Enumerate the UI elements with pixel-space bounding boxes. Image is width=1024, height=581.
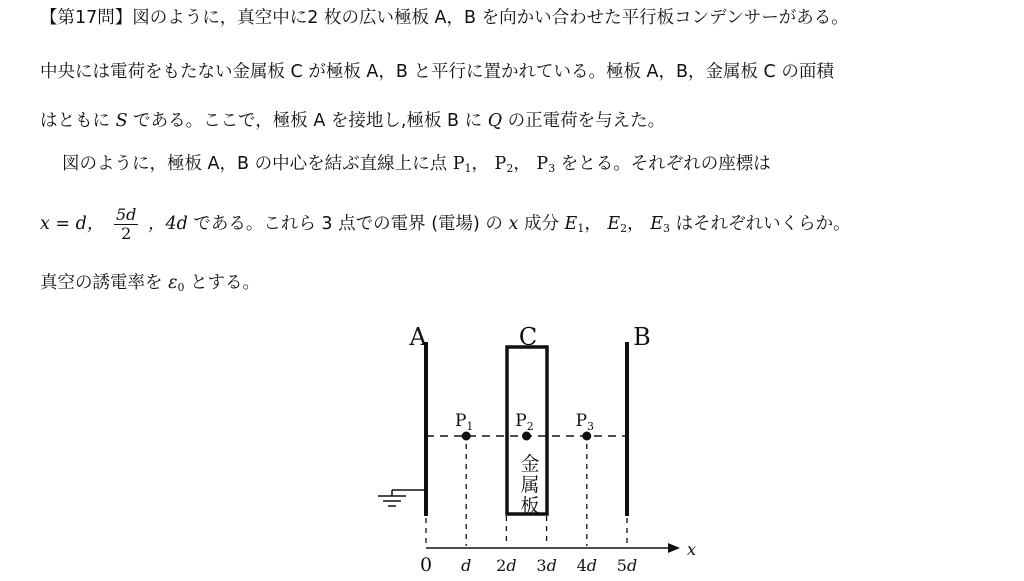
problem-text: 【第17問】図のように，真空中に2 枚の広い極板 A，B を向かい合わせた平行板コンデンサーがある。 — [40, 8, 849, 28]
tick-label-d: d — [461, 556, 472, 575]
problem-text: をとる。それぞれの座標は — [560, 154, 771, 174]
point-P1: $P_1$ — [452, 154, 472, 175]
var-x: x — [508, 214, 519, 234]
coord-4d: ，4d — [147, 214, 188, 234]
point-P2: $P_2$ — [494, 154, 514, 175]
problem-text: の正電荷を与えた。 — [507, 111, 666, 131]
field-E1: $E_1$ — [564, 214, 585, 235]
metal-text-3: 板 — [520, 495, 540, 517]
field-E3: $E_3$ — [650, 214, 671, 235]
problem-text: 図のように，極板 A，B の中心を結ぶ直線上に点 — [62, 154, 448, 174]
label-C: C — [518, 323, 538, 351]
separator: ， — [471, 154, 489, 174]
tick-label-3d: 3d — [536, 556, 557, 575]
point-P1-label: $P_1$ — [454, 411, 474, 433]
point-P3-label: $P_3$ — [575, 411, 595, 433]
var-S: S — [115, 111, 128, 131]
problem-text: 中央には電荷をもたない金属板 C が極板 A，B と平行に置かれている。極板 A，B，金属板 C の面積 — [40, 62, 834, 82]
fraction-numerator: 5d — [115, 204, 137, 224]
metal-text-1: 金 — [520, 453, 540, 475]
problem-text: 成分 — [523, 214, 559, 234]
problem-text: である。ここで，極板 A を接地し,極板 B に — [133, 111, 483, 131]
var-Q: Q — [487, 111, 503, 131]
separator: ， — [513, 154, 531, 174]
problem-text: はともに — [40, 111, 110, 131]
tick-label-0: 0 — [419, 554, 433, 576]
point-P3: $P_3$ — [536, 154, 556, 175]
fraction-denominator: 2 — [121, 223, 132, 243]
coord-x-d: x = d， — [40, 214, 105, 234]
tick-label-5d: 5d — [616, 556, 638, 575]
metal-text-2: 属 — [520, 474, 540, 496]
tick-label-2d: 2d — [496, 556, 517, 575]
separator: ， — [627, 214, 645, 234]
tick-label-4d: 4d — [576, 556, 598, 575]
label-A: A — [409, 323, 427, 351]
field-E2: $E_2$ — [607, 214, 628, 235]
problem-text: とする。 — [190, 273, 261, 293]
problem-text: 真空の誘電率を — [40, 273, 163, 293]
problem-text: はそれぞれいくらか。 — [675, 214, 851, 234]
x-axis-arrow-icon — [668, 543, 680, 553]
separator: ， — [584, 214, 602, 234]
x-axis-label: x — [687, 540, 697, 559]
point-P2-label: $P_2$ — [515, 411, 534, 433]
permittivity-epsilon0: $\varepsilon_0$ — [168, 273, 185, 294]
label-B: B — [633, 323, 651, 351]
problem-text: である。これら 3 点での電界 (電場) の — [193, 214, 503, 234]
